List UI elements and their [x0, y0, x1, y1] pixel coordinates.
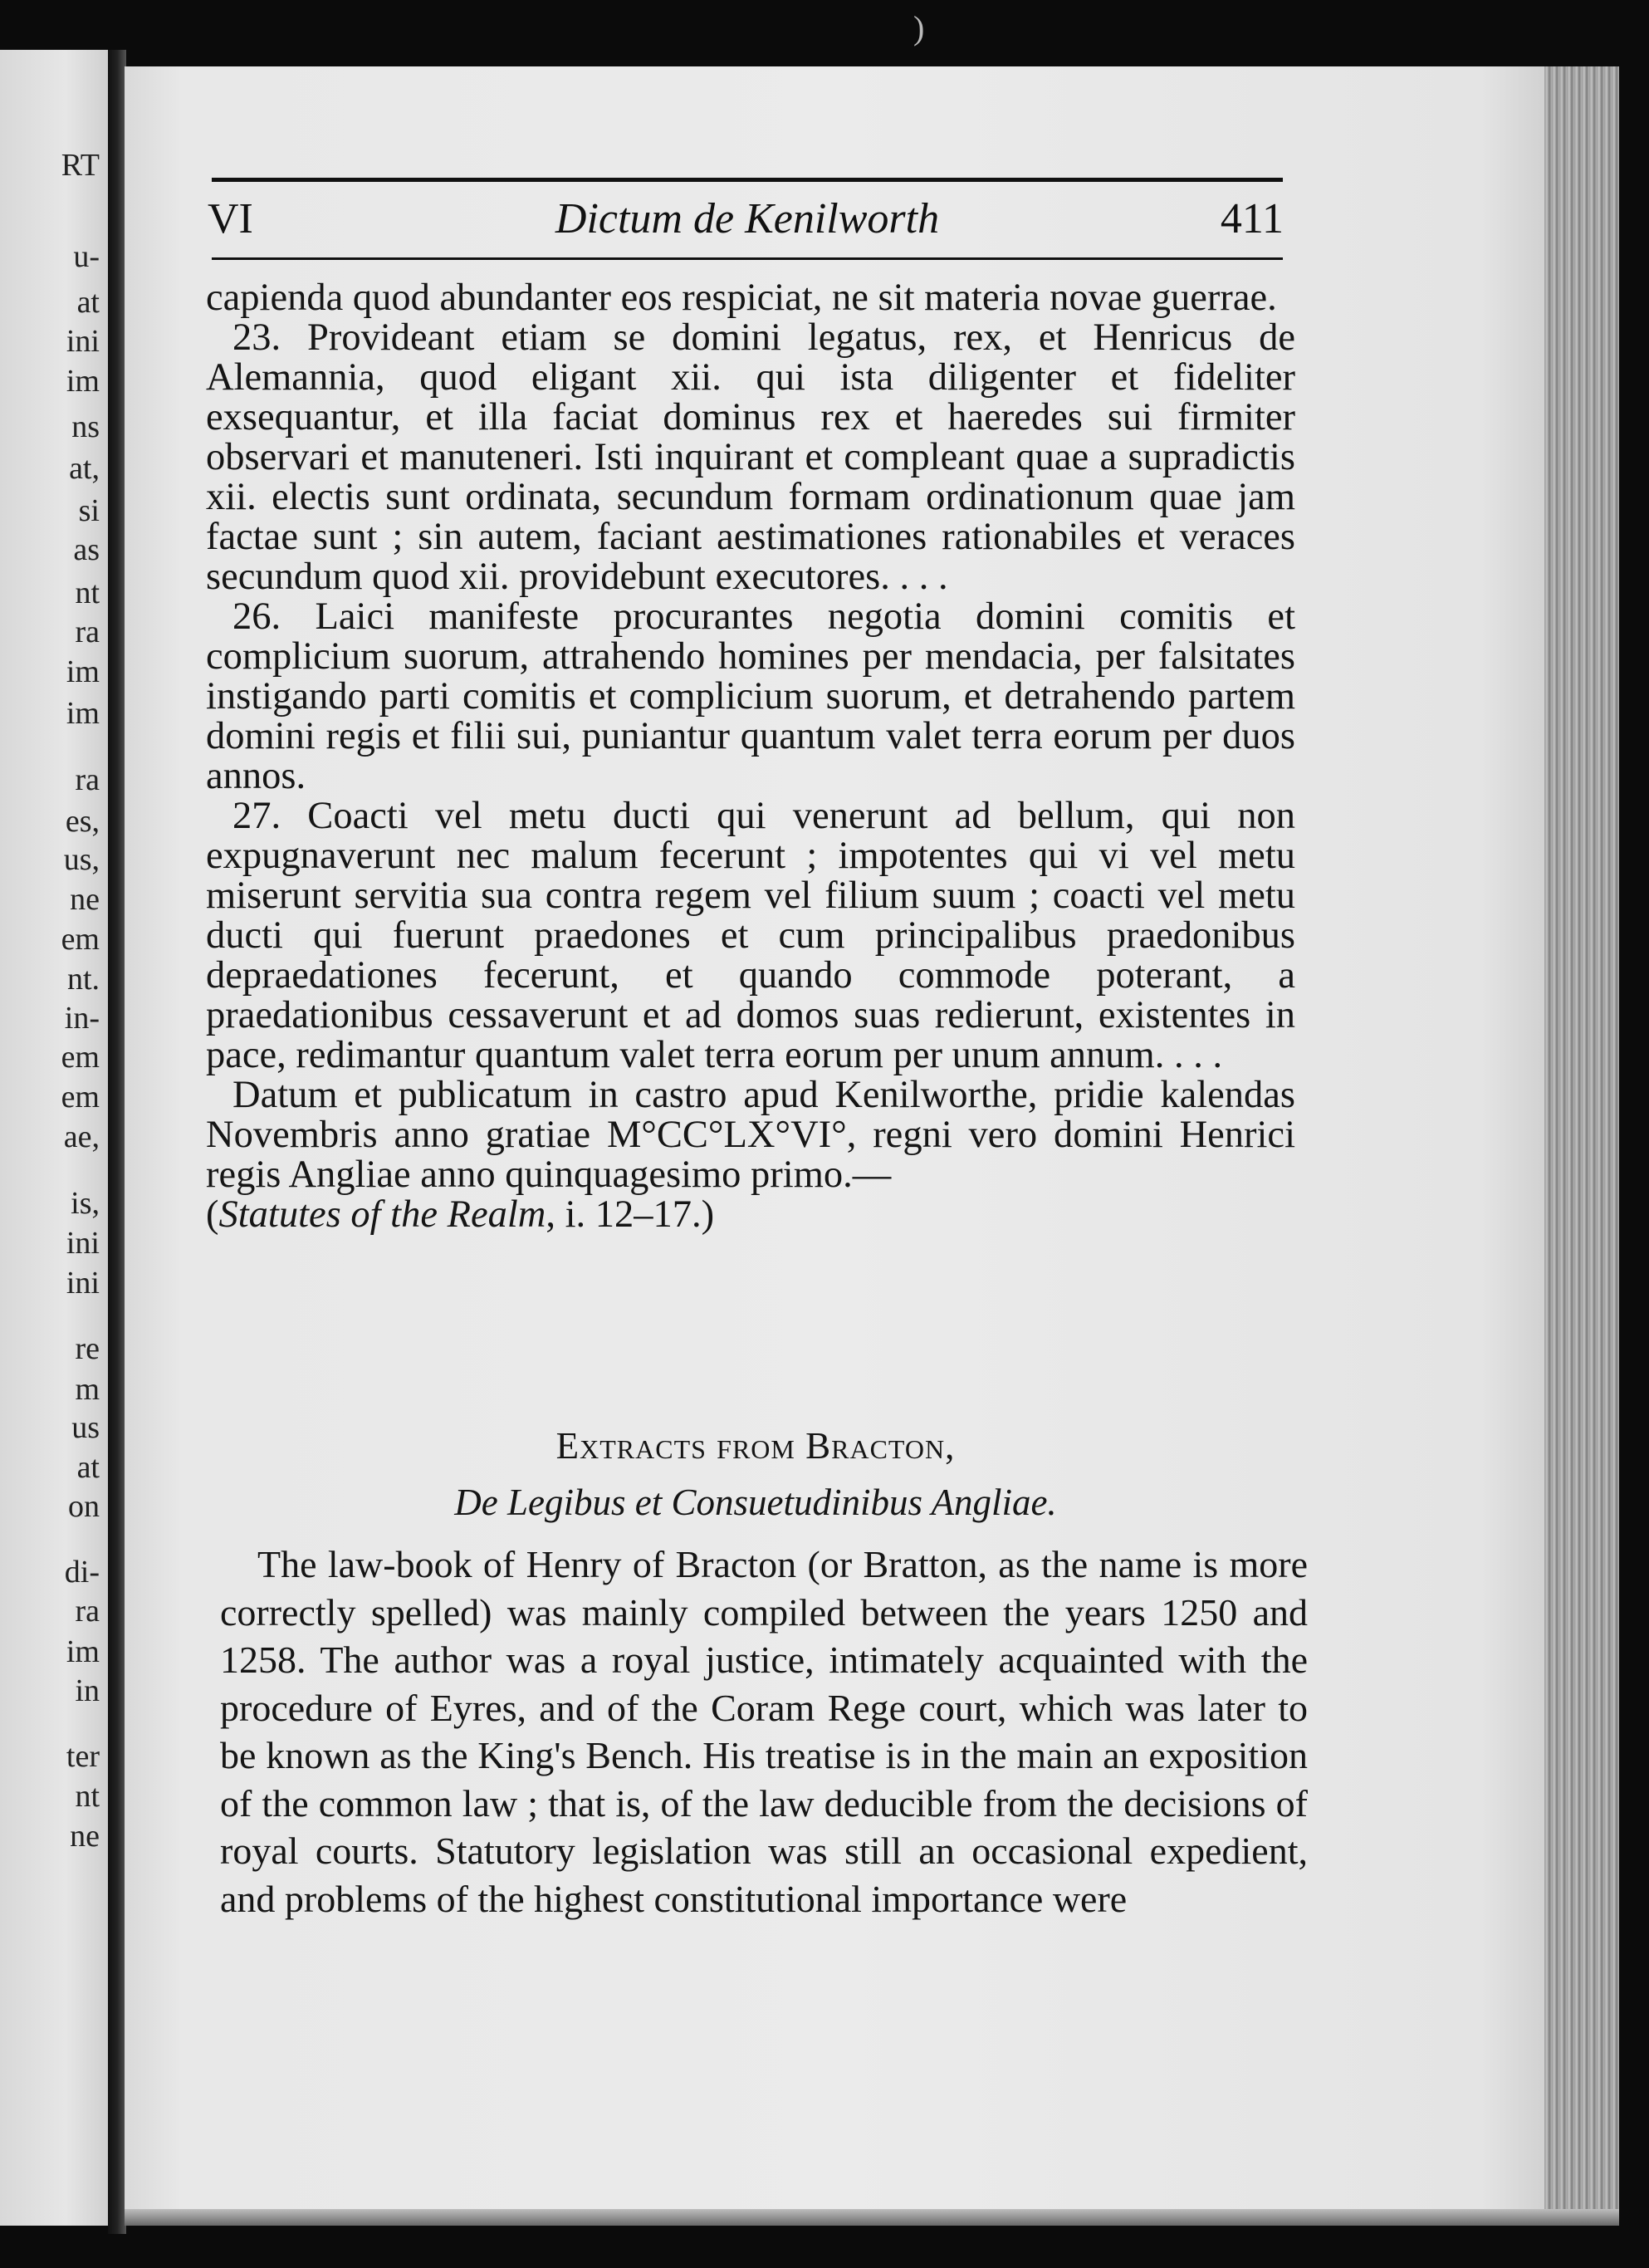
facing-page-fragment: at — [76, 1452, 100, 1483]
citation-ref: , i. 12–17.) — [546, 1193, 715, 1236]
facing-page-fragment: em — [61, 1041, 100, 1073]
facing-page-fragment: ra — [75, 764, 100, 796]
facing-page-fragment: di- — [64, 1556, 100, 1588]
facing-page — [0, 50, 110, 2226]
intro-paragraph: The law-book of Henry of Bracton (or Bratton, as the name is more correctly spelled) was mainly compiled between the years 1250 and 1258. The author was a royal justice, intimately acquainted with the procedure of Eyres, and of the Coram Rege court, which was later to be known as the King's Bench. His treatise is in the main an exposition of the common law ; that is, of the law deducible from the decisions of royal courts. Statutory legislation was still an occasional expedient, and problems of the highest constitutional importance were — [220, 1543, 1308, 1920]
facing-page-fragment: ne — [70, 1820, 100, 1852]
paragraph-26: 26. Laici manifeste procurantes negotia domini comitis et complicium suorum, attrahendo homines per mendacia, per falsitates instigando parti comitis et complicium suorum, et detrahendo partem domini regis et filii sui, puniantur quantum valet terra eorum per duos annos. — [206, 595, 1295, 797]
running-title: Dictum de Kenilworth — [555, 195, 940, 242]
facing-page-fragment: re — [75, 1333, 100, 1364]
section-subheading: De Legibus et Consuetudinibus Angliae. — [454, 1482, 1057, 1523]
facing-page-fragment: em — [61, 1081, 100, 1113]
header-rule-top — [212, 178, 1283, 182]
facing-page-fragment: at — [76, 287, 100, 318]
citation-open: ( — [206, 1193, 219, 1236]
page-number: 411 — [1220, 195, 1284, 242]
facing-page-fragment: us — [71, 1412, 100, 1443]
facing-page-fragment: on — [68, 1491, 100, 1522]
facing-page-fragment: ini — [66, 1267, 100, 1299]
facing-page-fragment: nt — [75, 1781, 100, 1812]
facing-page-fragment: is, — [71, 1188, 100, 1219]
page-edges — [1544, 66, 1619, 2226]
section-heading: Extracts from Bracton, — [555, 1425, 956, 1467]
paragraph-27: 27. Coacti vel metu ducti qui venerunt ad bellum, qui non expugnaverunt nec malum fecerunt ; impotentes qui vi vel metu miserunt servitia sua contra regem vel filium suum ; coacti vel metu ducti qui fuerunt praedones et cum principalibus praedonibus depraedationes fecerunt, et quando commode poterant, a praedationibus cessaverunt et ad domos suas redierunt, existentes in pace, redimantur quantum valet terra eorum per unum annum. . . . — [206, 795, 1295, 1076]
citation-title: Statutes of the Realm — [218, 1193, 546, 1236]
facing-page-fragment: us, — [63, 844, 100, 875]
facing-page-fragment: u- — [73, 241, 100, 272]
facing-page-fragment: ne — [70, 884, 100, 915]
facing-page-fragment: im — [66, 698, 100, 729]
facing-page-fragment: ae, — [63, 1121, 100, 1153]
introduction — [220, 1541, 1308, 1923]
facing-page-fragment: m — [75, 1374, 100, 1405]
facing-page-fragment: em — [61, 923, 100, 955]
section-number: VI — [208, 195, 253, 242]
book-gutter — [108, 50, 126, 2234]
facing-page-fragment: ter — [66, 1741, 100, 1772]
facing-page-fragment: si — [78, 495, 100, 527]
facing-page-fragment: ini — [66, 1227, 100, 1259]
facing-page-fragment: im — [66, 656, 100, 688]
facing-page-fragment: es, — [65, 806, 100, 837]
facing-page-fragment: at, — [69, 453, 100, 484]
header-rule-bottom — [212, 257, 1283, 260]
facing-page-fragment: ini — [66, 326, 100, 357]
facing-page-fragment: as — [73, 534, 100, 566]
facing-page-fragment: in — [75, 1675, 100, 1707]
facing-page-fragment: nt — [75, 577, 100, 609]
facing-page-fragment: im — [66, 1636, 100, 1668]
scan-mark: ) — [913, 9, 925, 47]
main-text — [206, 278, 1295, 1235]
paragraph-datum — [206, 1075, 1295, 1235]
facing-page-fragment: im — [66, 365, 100, 397]
page-bottom-edge — [125, 2209, 1619, 2226]
facing-page-fragment: ns — [71, 411, 100, 443]
facing-page-fragment: ra — [75, 1595, 100, 1627]
paragraph-23: 23. Provideant etiam se domini legatus, rex, et Henricus de Alemannia, quod eligant xii. qui ista diligenter et fideliter exsequantur, et illa faciat dominus rex et haeredes sui firmiter observari et manuteneri. Isti inquirant et compleant quae a supradictis xii. electis sunt ordinata, secundum formam ordinationum quae jam factae sunt ; sin autem, faciant aestimationes rationabiles et veraces secundum quod xii. providebunt executores. . . . — [206, 316, 1295, 598]
datum-text: Datum et publicatum in castro apud Kenilworthe, pridie kalendas Novembris anno gratiae M°CC°LX°VI°, regni vero domini Henrici regis Angliae anno quinquagesimo primo.— — [206, 1074, 1295, 1196]
facing-page-fragment: RT — [61, 149, 100, 181]
facing-page-fragment: nt. — [66, 963, 100, 995]
facing-page-fragment: ra — [75, 616, 100, 648]
paragraph-continuation: capienda quod abundanter eos respiciat, ne sit materia novae guerrae. — [206, 277, 1277, 319]
facing-page-fragment: in- — [64, 1002, 100, 1034]
